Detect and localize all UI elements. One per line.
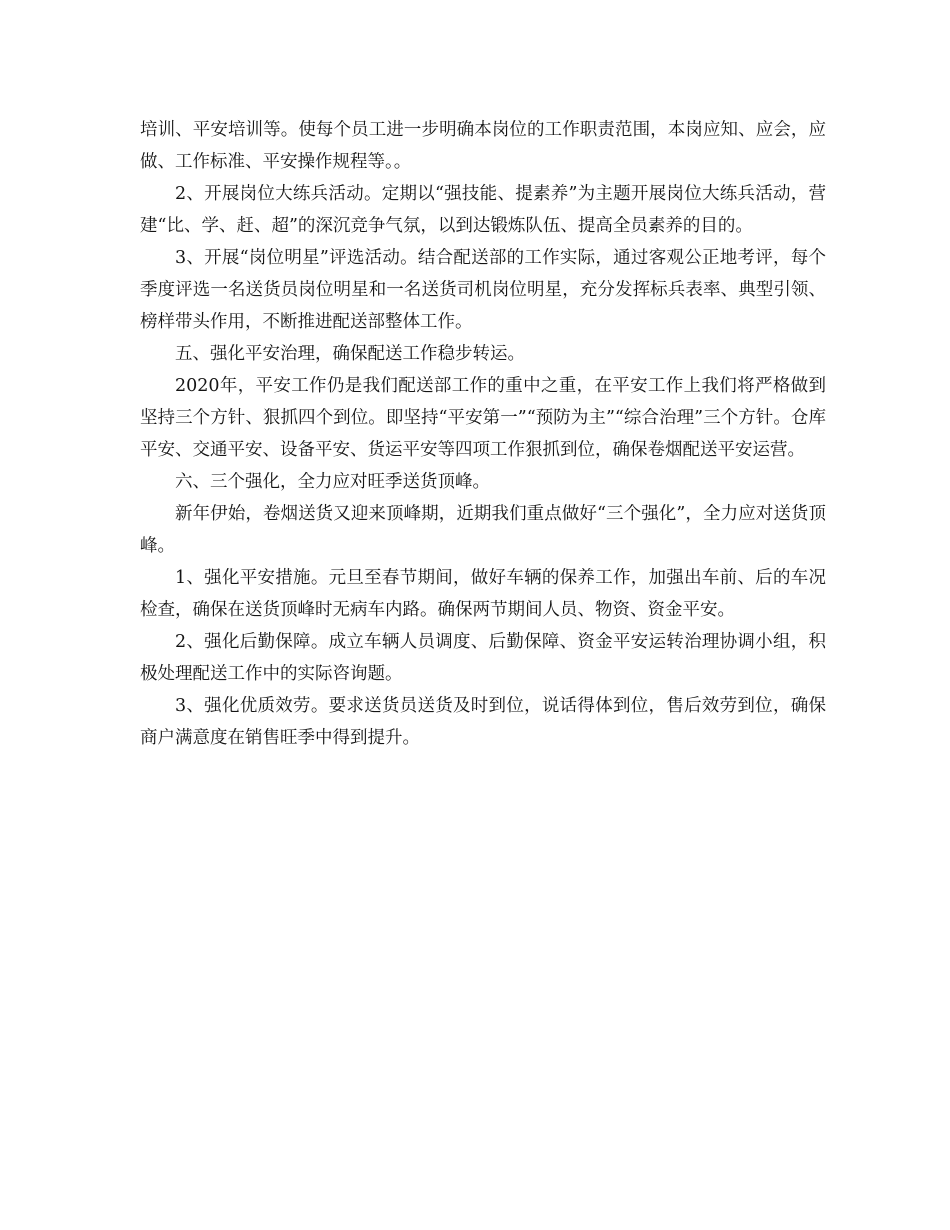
paragraph-logistics-support: 2、强化后勤保障。成立车辆人员调度、后勤保障、资金平安运转治理协调小组，积极处理配送工作中的实际咨询题。 <box>140 632 826 684</box>
paragraph-safety-work: 2020年，平安工作仍是我们配送部工作的重中之重，在平安工作上我们将严格做到坚持三个方针、狠抓四个到位。即坚持“平安第一”“预防为主”“综合治理”三个方针。仓库平安、交通平安、设备平安、货运平安等四项工作狠抓到位，确保卷烟配送平安运营。 <box>140 376 826 460</box>
paragraph-post-star-selection: 3、开展“岗位明星”评选活动。结合配送部的工作实际，通过客观公正地考评，每个季度评选一名送货员岗位明星和一名送货司机岗位明星，充分发挥标兵表率、典型引领、榜样带头作用，不断推进配送部整体工作。 <box>140 248 826 332</box>
paragraph-skills-competition: 2、开展岗位大练兵活动。定期以“强技能、提素养”为主题开展岗位大练兵活动，营建“比、学、赶、超”的深沉竞争气氛，以到达锻炼队伍、提高全员素养的目的。 <box>140 184 826 236</box>
section-heading-three-strengthens: 六、三个强化，全力应对旺季送货顶峰。 <box>175 472 490 492</box>
section-heading-safety: 五、强化平安治理，确保配送工作稳步转运。 <box>175 344 525 364</box>
document-body <box>140 114 826 754</box>
paragraph-training-continued: 培训、平安培训等。使每个员工进一步明确本岗位的工作职责范围，本岗应知、应会，应做、工作标准、平安操作规程等。。 <box>140 120 826 172</box>
paragraph-safety-measures: 1、强化平安措施。元旦至春节期间，做好车辆的保养工作，加强出车前、后的车况检查，确保在送货顶峰时无病车内路。确保两节期间人员、物资、资金平安。 <box>140 568 826 620</box>
paragraph-quality-service: 3、强化优质效劳。要求送货员送货及时到位，说话得体到位，售后效劳到位，确保商户满意度在销售旺季中得到提升。 <box>140 696 826 748</box>
paragraph-new-year-peak: 新年伊始，卷烟送货又迎来顶峰期，近期我们重点做好“三个强化”，全力应对送货顶峰。 <box>140 504 826 556</box>
